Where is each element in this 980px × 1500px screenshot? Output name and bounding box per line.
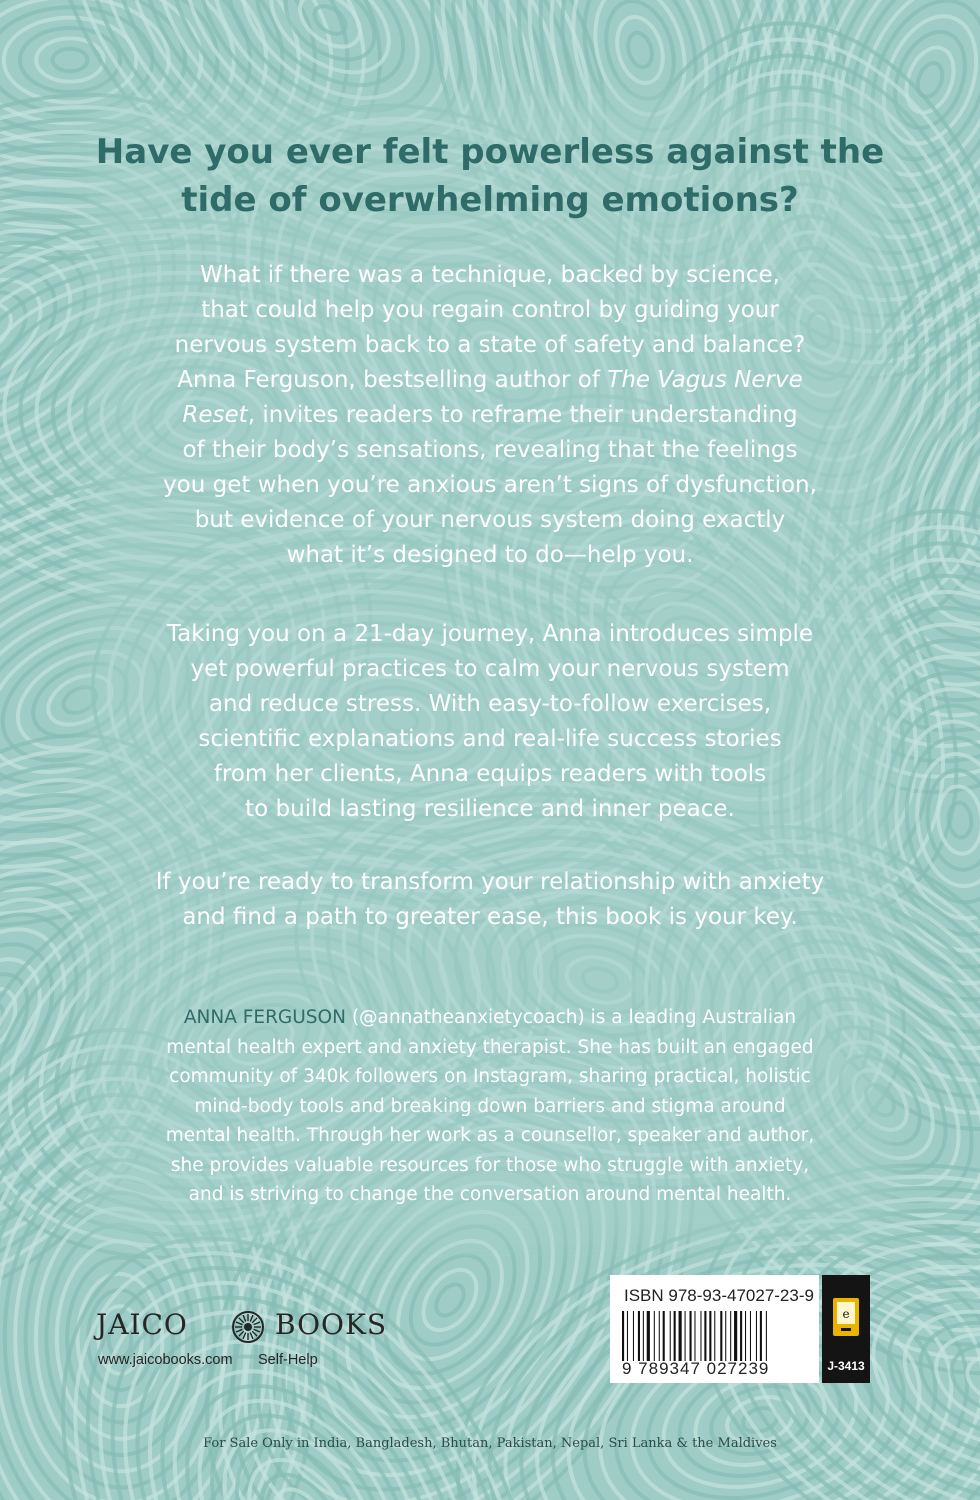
- blurb-line: that could help you regain control by guiding your: [201, 297, 779, 323]
- bio-line: community of 340k followers on Instagram, sharing practical, holistic: [169, 1066, 811, 1087]
- blurb-paragraph-1: [90, 258, 890, 573]
- sunburst-logo-icon: [231, 1310, 265, 1344]
- bio-line: mental health. Through her work as a counsellor, speaker and author,: [165, 1125, 815, 1146]
- publisher-name-left: JAICO: [96, 1308, 188, 1341]
- barcode-bars: [620, 1311, 816, 1361]
- sale-territory-note: For Sale Only in India, Bangladesh, Bhutan, Pakistan, Nepal, Sri Lanka & the Maldives: [203, 1436, 777, 1451]
- blurb-paragraph-2: [90, 617, 890, 827]
- blurb-line: you get when you’re anxious aren’t signs of dysfunction,: [163, 472, 817, 498]
- blurb-line: and reduce stress. With easy-to-follow exercises,: [208, 691, 772, 717]
- blurb-line: [90, 398, 890, 433]
- ebook-badge: [822, 1275, 870, 1383]
- blurb-line: what it’s designed to do—help you.: [286, 542, 694, 568]
- blurb-line: scientific explanations and real-life success stories: [198, 726, 782, 752]
- blurb-line: What if there was a technique, backed by science,: [200, 262, 780, 288]
- bio-line: and is striving to change the conversation around mental health.: [188, 1184, 792, 1205]
- blurb-line: and find a path to greater ease, this book is your key.: [182, 904, 798, 930]
- blurb-line: nervous system back to a state of safety and balance?: [174, 332, 806, 358]
- ebook-available-icon: [832, 1297, 860, 1337]
- author-name: ANNA FERGUSON: [183, 1007, 346, 1028]
- blurb-line: [90, 363, 890, 398]
- publisher-imprint: [96, 1308, 416, 1368]
- blurb-text: Anna Ferguson, bestselling author of: [177, 367, 608, 393]
- isbn-label: ISBN 978-93-47027-23-9: [624, 1286, 814, 1305]
- headline-line: tide of overwhelming emotions?: [181, 180, 799, 220]
- publisher-website: www.jaicobooks.com: [98, 1352, 233, 1368]
- bio-line: she provides valuable resources for those who struggle with anxiety,: [170, 1154, 810, 1176]
- book-title-italic: The Vagus Nerve: [607, 367, 803, 393]
- isbn-barcode: [610, 1275, 819, 1383]
- bio-line: mental health expert and anxiety therapist. She has built an engaged: [166, 1036, 814, 1058]
- author-bio: [80, 1003, 900, 1210]
- blurb-text: , invites readers to reframe their understanding: [247, 402, 798, 428]
- publisher-name-right: BOOKS: [275, 1308, 388, 1341]
- blurb-line: but evidence of your nervous system doing exactly: [194, 507, 786, 533]
- headline: [60, 128, 920, 224]
- blurb-line: of their body’s sensations, revealing that the feelings: [182, 437, 798, 463]
- book-category: Self-Help: [258, 1352, 318, 1368]
- bio-line: mind-body tools and breaking down barriers and stigma around: [194, 1095, 786, 1117]
- barcode-number: 9 789347 027239: [622, 1359, 770, 1378]
- svg-text:e: e: [842, 1307, 850, 1321]
- blurb-paragraph-3: [90, 865, 890, 935]
- blurb-line: Taking you on a 21-day journey, Anna introduces simple: [166, 621, 814, 647]
- blurb-line: If you’re ready to transform your relationship with anxiety: [155, 869, 825, 895]
- blurb-line: from her clients, Anna equips readers with tools: [213, 761, 767, 787]
- blurb-line: to build lasting resilience and inner peace.: [245, 796, 735, 822]
- book-title-italic: Reset: [182, 402, 248, 428]
- blurb-line: yet powerful practices to calm your nervous system: [190, 656, 790, 682]
- bio-line: [80, 1003, 900, 1033]
- product-code: J-3413: [827, 1359, 865, 1373]
- bio-text: (@annatheanxietycoach) is a leading Australian: [345, 1007, 797, 1028]
- headline-line: Have you ever felt powerless against the: [95, 132, 885, 172]
